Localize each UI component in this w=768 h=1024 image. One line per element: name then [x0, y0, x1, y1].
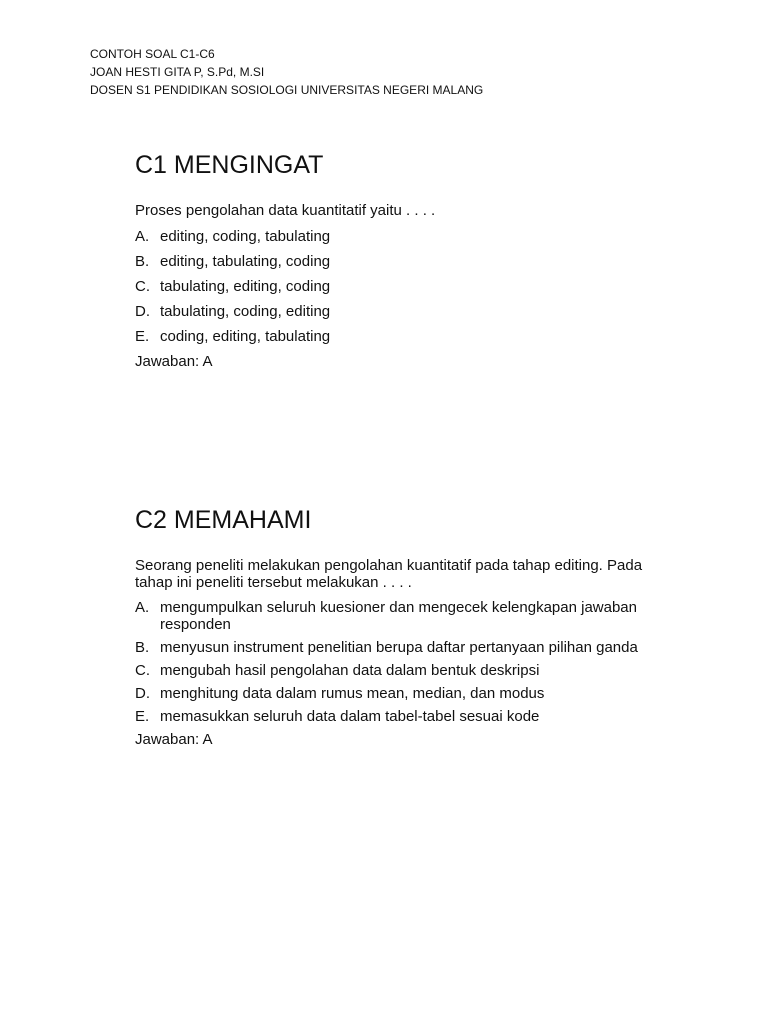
header-affiliation: DOSEN S1 PENDIDIKAN SOSIOLOGI UNIVERSITAS NEGERI MALANG [90, 83, 484, 97]
question-text: Proses pengolahan data kuantitatif yaitu . . . . [135, 202, 436, 219]
option-list [135, 599, 655, 725]
option-b [135, 253, 655, 270]
option-d [135, 303, 655, 320]
option-c [135, 278, 655, 295]
option-text: memasukkan seluruh data dalam tabel-tabel sesuai kode [160, 708, 540, 725]
option-text: editing, coding, tabulating [160, 228, 331, 245]
option-text: menyusun instrument penelitian berupa daftar pertanyaan pilihan ganda [160, 639, 638, 656]
option-text: tabulating, coding, editing [160, 303, 331, 320]
option-letter: E. [135, 328, 150, 345]
option-text: mengubah hasil pengolahan data dalam bentuk deskripsi [160, 662, 540, 679]
option-letter: D. [135, 303, 150, 320]
option-text: tabulating, editing, coding [160, 278, 331, 295]
answer-text: Jawaban: A [135, 353, 213, 370]
option-e [135, 708, 655, 725]
section-c1 [135, 150, 655, 385]
option-a [135, 599, 655, 633]
question-text: Seorang peneliti melakukan pengolahan kuantitatif pada tahap editing. Pada tahap ini peneliti tersebut melakukan . . . . [135, 557, 643, 591]
option-d [135, 685, 655, 702]
header-author: JOAN HESTI GITA P, S.Pd, M.SI [90, 65, 265, 79]
option-letter: A. [135, 599, 150, 616]
option-letter: D. [135, 685, 150, 702]
option-a [135, 228, 655, 245]
section-title: C2 MEMAHAMI [135, 506, 312, 534]
option-letter: B. [135, 253, 150, 270]
option-e [135, 328, 655, 345]
option-text: editing, tabulating, coding [160, 253, 331, 270]
option-c [135, 662, 655, 679]
option-text: mengumpulkan seluruh kuesioner dan mengecek kelengkapan jawaban responden [160, 599, 637, 633]
document-header [90, 45, 483, 99]
option-text: coding, editing, tabulating [160, 328, 331, 345]
option-letter: A. [135, 228, 150, 245]
section-c2 [135, 505, 655, 763]
option-letter: B. [135, 639, 150, 656]
section-title: C1 MENGINGAT [135, 151, 324, 179]
option-b [135, 639, 655, 656]
option-letter: C. [135, 662, 150, 679]
option-letter: C. [135, 278, 150, 295]
answer-text: Jawaban: A [135, 731, 213, 748]
option-list [135, 228, 655, 345]
option-text: menghitung data dalam rumus mean, median, dan modus [160, 685, 545, 702]
header-title: CONTOH SOAL C1-C6 [90, 47, 215, 61]
option-letter: E. [135, 708, 150, 725]
